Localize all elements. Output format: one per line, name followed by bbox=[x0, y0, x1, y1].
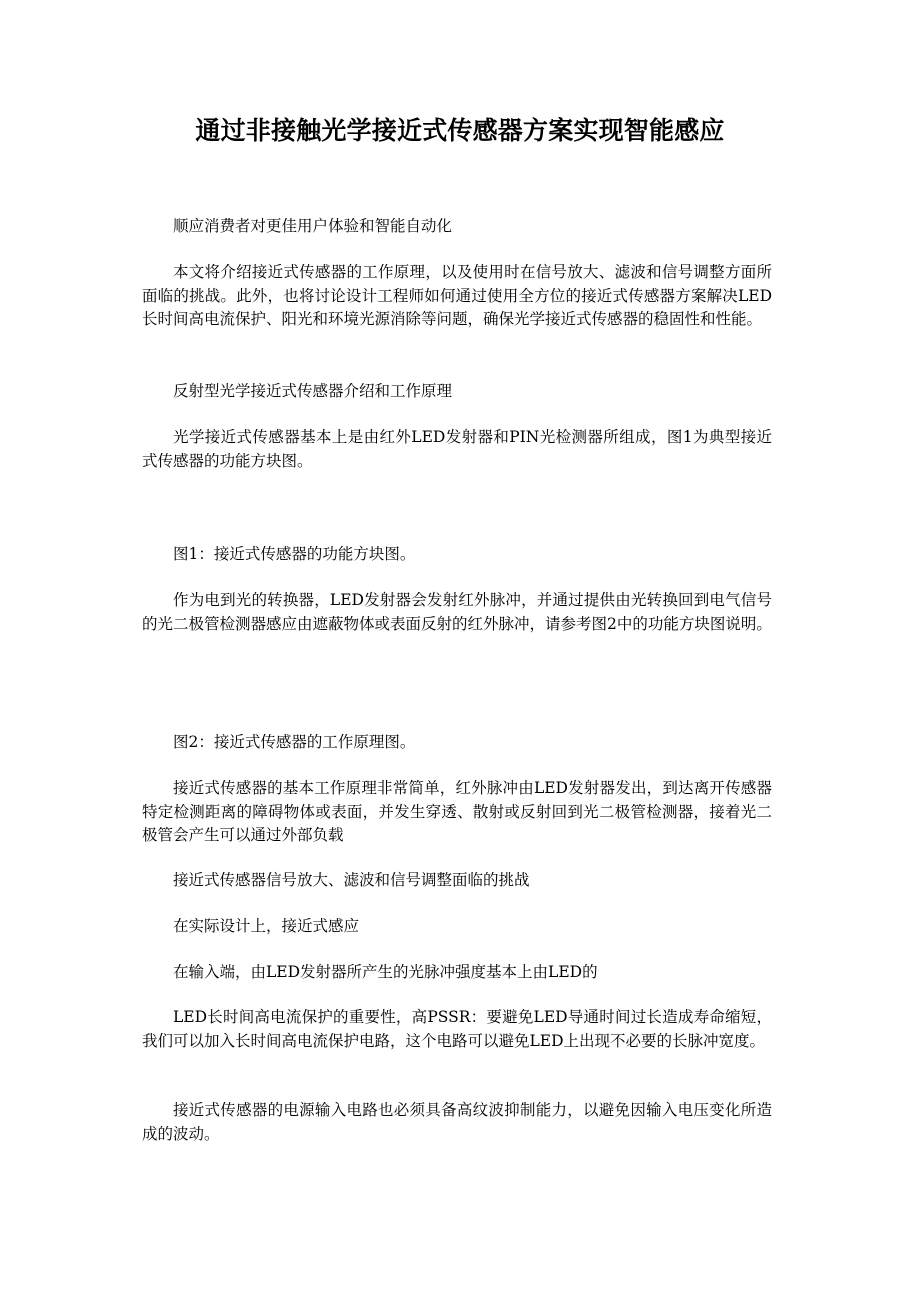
paragraph-input-side: 在输入端，由LED发射器所产生的光脉冲强度基本上由LED的 bbox=[173, 963, 598, 981]
document-title: 通过非接触光学接近式传感器方案实现智能感应 bbox=[195, 116, 725, 145]
paragraph-led-protection: LED长时间高电流保护的重要性，高PSSR：要避免LED导通时间过长造成寿命缩短，我们可以加入长时间高电流保护电路，这个电路可以避免LED上出现不必要的长脉冲宽度。 bbox=[142, 1008, 772, 1050]
paragraph-led-emitter: 作为电到光的转换器，LED发射器会发射红外脉冲，并通过提供由光转换回到电气信号的光二极管检测器感应由遮蔽物体或表面反射的红外脉冲，请参考图2中的功能方块图说明。 bbox=[142, 591, 772, 633]
section-heading-principle: 反射型光学接近式传感器介绍和工作原理 bbox=[173, 382, 453, 400]
paragraph-composition: 光学接近式传感器基本上是由红外LED发射器和PIN光检测器所组成，图1为典型接近式传感器的功能方块图。 bbox=[142, 428, 772, 470]
paragraph-intro: 本文将介绍接近式传感器的工作原理，以及使用时在信号放大、滤波和信号调整方面所面临的挑战。此外，也将讨论设计工程师如何通过使用全方位的接近式传感器方案解决LED长时间高电流保护、阳光和环境光源消除等问题，确保光学接近式传感器的稳固性和性能。 bbox=[142, 263, 772, 328]
figure-caption-2: 图2：接近式传感器的工作原理图。 bbox=[173, 733, 416, 751]
paragraph-practical-design: 在实际设计上，接近式感应 bbox=[173, 917, 360, 935]
paragraph-basic-principle: 接近式传感器的基本工作原理非常简单，红外脉冲由LED发射器发出，到达离开传感器特定检测距离的障碍物体或表面，并发生穿透、散射或反射回到光二极管检测器，接着光二极管会产生可以通过外部负载 bbox=[142, 779, 772, 844]
section-heading-challenges: 接近式传感器信号放大、滤波和信号调整面临的挑战 bbox=[173, 871, 530, 889]
figure-caption-1: 图1：接近式传感器的功能方块图。 bbox=[173, 545, 416, 563]
paragraph-power-input: 接近式传感器的电源输入电路也必须具备高纹波抑制能力，以避免因输入电压变化所造成的波动。 bbox=[142, 1101, 772, 1143]
paragraph-subtitle: 顺应消费者对更佳用户体验和智能自动化 bbox=[173, 217, 453, 235]
